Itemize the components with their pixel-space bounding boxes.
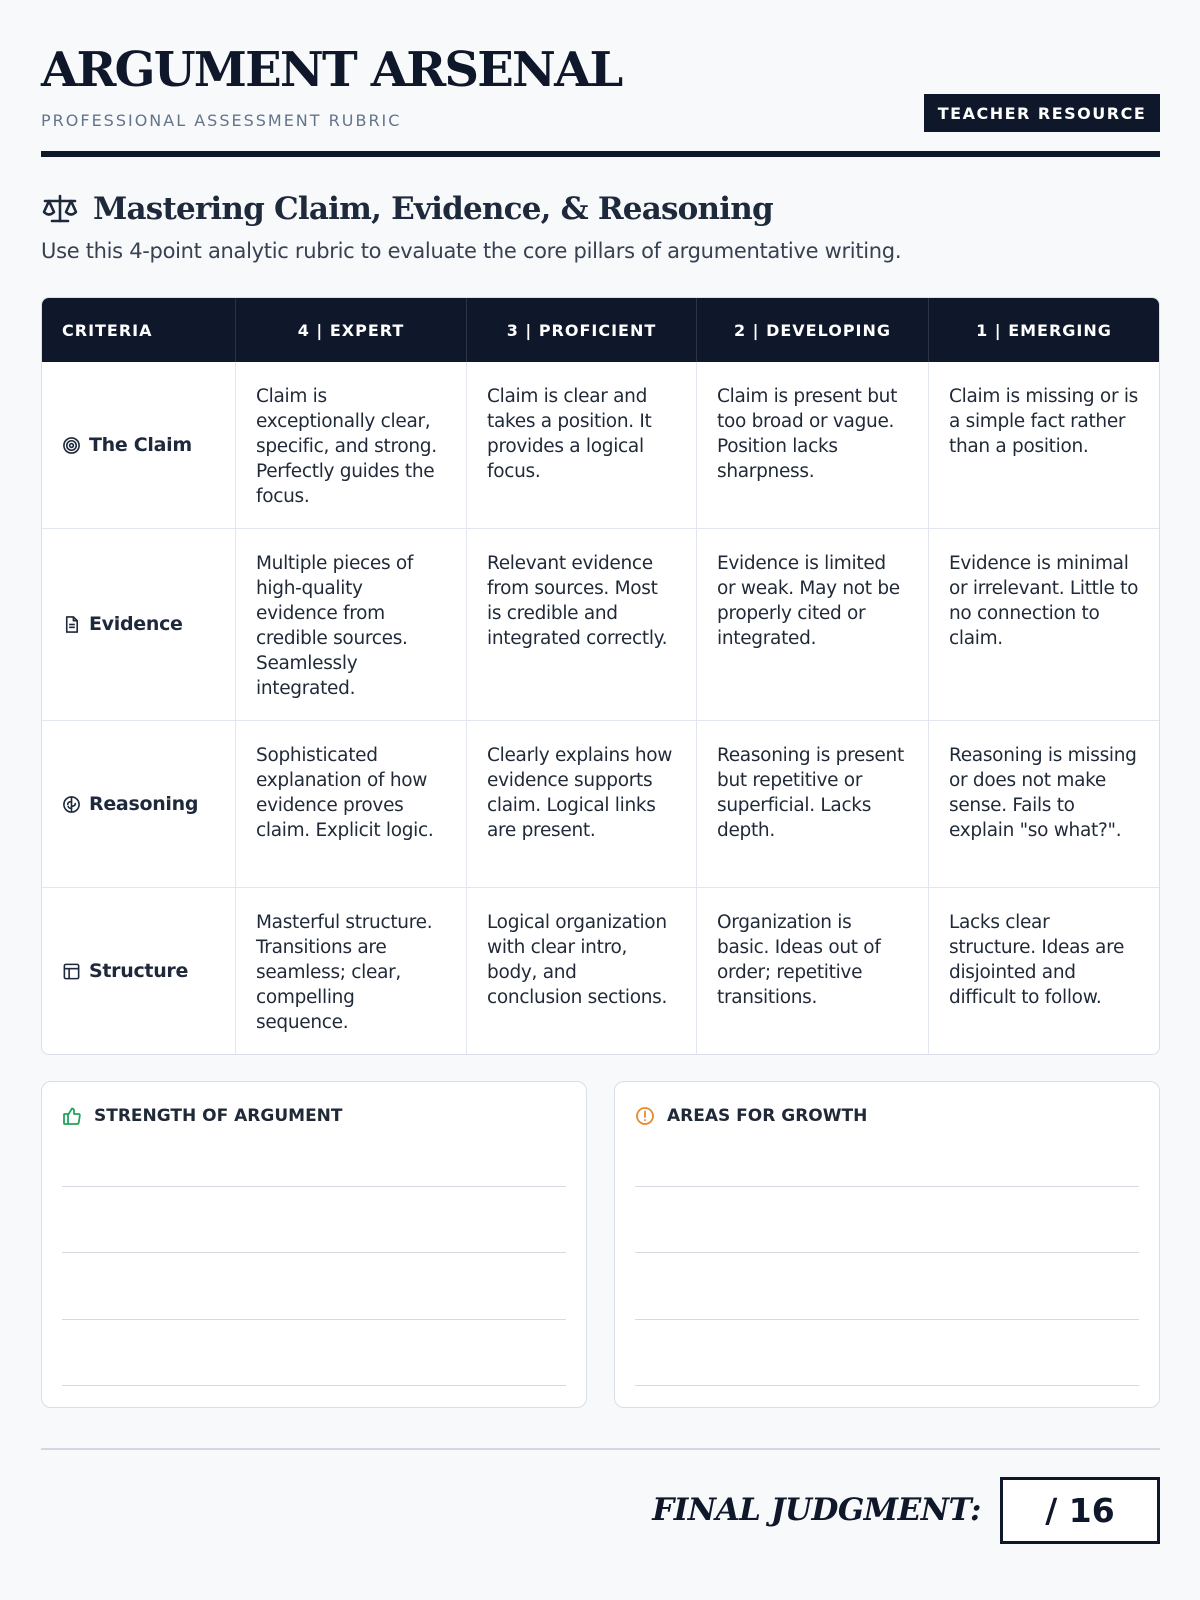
rubric-cell: Masterful structure. Transitions are seamless; clear, compelling sequence. xyxy=(236,888,467,1054)
criteria-label: Evidence xyxy=(89,613,183,635)
layout-icon xyxy=(62,962,81,981)
criteria-reasoning xyxy=(42,721,236,887)
criteria-label: Structure xyxy=(89,959,189,982)
rubric-cell: Multiple pieces of high-quality evidence from credible sources. Seamlessly integrated. xyxy=(236,529,467,720)
scale-icon xyxy=(41,193,79,225)
final-judgment-label: FINAL JUDGMENT: xyxy=(652,1492,981,1528)
header-proficient: 3 | PROFICIENT xyxy=(467,298,697,362)
final-score-box[interactable]: / 16 xyxy=(1000,1477,1160,1544)
strength-label: STRENGTH OF ARGUMENT xyxy=(94,1106,343,1126)
writing-line[interactable] xyxy=(635,1319,1139,1320)
criteria-label: Reasoning xyxy=(89,792,199,815)
target-icon xyxy=(62,436,81,455)
rubric-header-row xyxy=(42,298,1159,362)
writing-line[interactable] xyxy=(635,1385,1139,1386)
rubric-cell: Organization is basic. Ideas out of order; repetitive transitions. xyxy=(697,888,929,1054)
page-header xyxy=(41,0,1160,160)
document-icon xyxy=(62,615,81,634)
strength-panel xyxy=(41,1081,587,1408)
rubric-cell: Logical organization with clear intro, body, and conclusion sections. xyxy=(467,888,697,1054)
rubric-cell: Claim is clear and takes a position. It provides a logical focus. xyxy=(467,362,697,528)
thumbs-up-icon xyxy=(62,1106,82,1126)
footer-divider xyxy=(41,1448,1160,1450)
rubric-row-structure xyxy=(42,888,1159,1054)
header-criteria: CRITERIA xyxy=(42,298,236,362)
header-divider xyxy=(41,151,1160,157)
rubric-row-reasoning xyxy=(42,721,1159,888)
growth-panel xyxy=(614,1081,1160,1408)
brain-icon xyxy=(62,795,81,814)
rubric-cell: Sophisticated explanation of how evidence proves claim. Explicit logic. xyxy=(236,721,467,887)
rubric-cell: Claim is present but too broad or vague. Position lacks sharpness. xyxy=(697,362,929,528)
section-heading xyxy=(41,187,773,231)
rubric-page xyxy=(41,0,1160,1530)
rubric-table xyxy=(41,297,1160,1055)
writing-line[interactable] xyxy=(62,1252,566,1253)
teacher-resource-badge: TEACHER RESOURCE xyxy=(924,94,1160,132)
writing-line[interactable] xyxy=(635,1252,1139,1253)
section-title: Mastering Claim, Evidence, & Reasoning xyxy=(93,191,773,227)
writing-line[interactable] xyxy=(635,1186,1139,1187)
rubric-cell: Clearly explains how evidence supports claim. Logical links are present. xyxy=(467,721,697,887)
growth-panel-header xyxy=(635,1104,867,1128)
rubric-cell: Claim is exceptionally clear, specific, and strong. Perfectly guides the focus. xyxy=(236,362,467,528)
rubric-cell: Reasoning is present but repetitive or superficial. Lacks depth. xyxy=(697,721,929,887)
writing-line[interactable] xyxy=(62,1186,566,1187)
criteria-claim xyxy=(42,362,236,528)
growth-label: AREAS FOR GROWTH xyxy=(667,1106,868,1126)
alert-circle-icon xyxy=(635,1106,655,1126)
page-title: ARGUMENT ARSENAL xyxy=(41,42,622,98)
rubric-cell: Claim is missing or is a simple fact rather than a position. xyxy=(949,386,1139,457)
strength-panel-header xyxy=(62,1104,343,1128)
rubric-row-claim xyxy=(42,362,1159,529)
header-developing: 2 | DEVELOPING xyxy=(697,298,929,362)
rubric-cell: Evidence is minimal or irrelevant. Little to no connection to claim. xyxy=(949,553,1139,649)
criteria-label: The Claim xyxy=(89,433,192,456)
rubric-row-evidence xyxy=(42,529,1159,721)
header-expert: 4 | EXPERT xyxy=(236,298,467,362)
criteria-structure xyxy=(42,888,236,1054)
page-subtitle: PROFESSIONAL ASSESSMENT RUBRIC xyxy=(41,111,402,130)
rubric-cell: Lacks clear structure. Ideas are disjointed and difficult to follow. xyxy=(949,912,1125,1008)
header-emerging: 1 | EMERGING xyxy=(976,320,1112,340)
rubric-cell: Evidence is limited or weak. May not be properly cited or integrated. xyxy=(697,529,929,720)
rubric-cell: Relevant evidence from sources. Most is credible and integrated correctly. xyxy=(467,529,697,720)
writing-line[interactable] xyxy=(62,1385,566,1386)
rubric-cell: Reasoning is missing or does not make sense. Fails to explain "so what?". xyxy=(949,745,1137,841)
section-intro: Use this 4-point analytic rubric to evaluate the core pillars of argumentative writing. xyxy=(41,239,902,263)
writing-line[interactable] xyxy=(62,1319,566,1320)
criteria-evidence xyxy=(42,529,236,720)
